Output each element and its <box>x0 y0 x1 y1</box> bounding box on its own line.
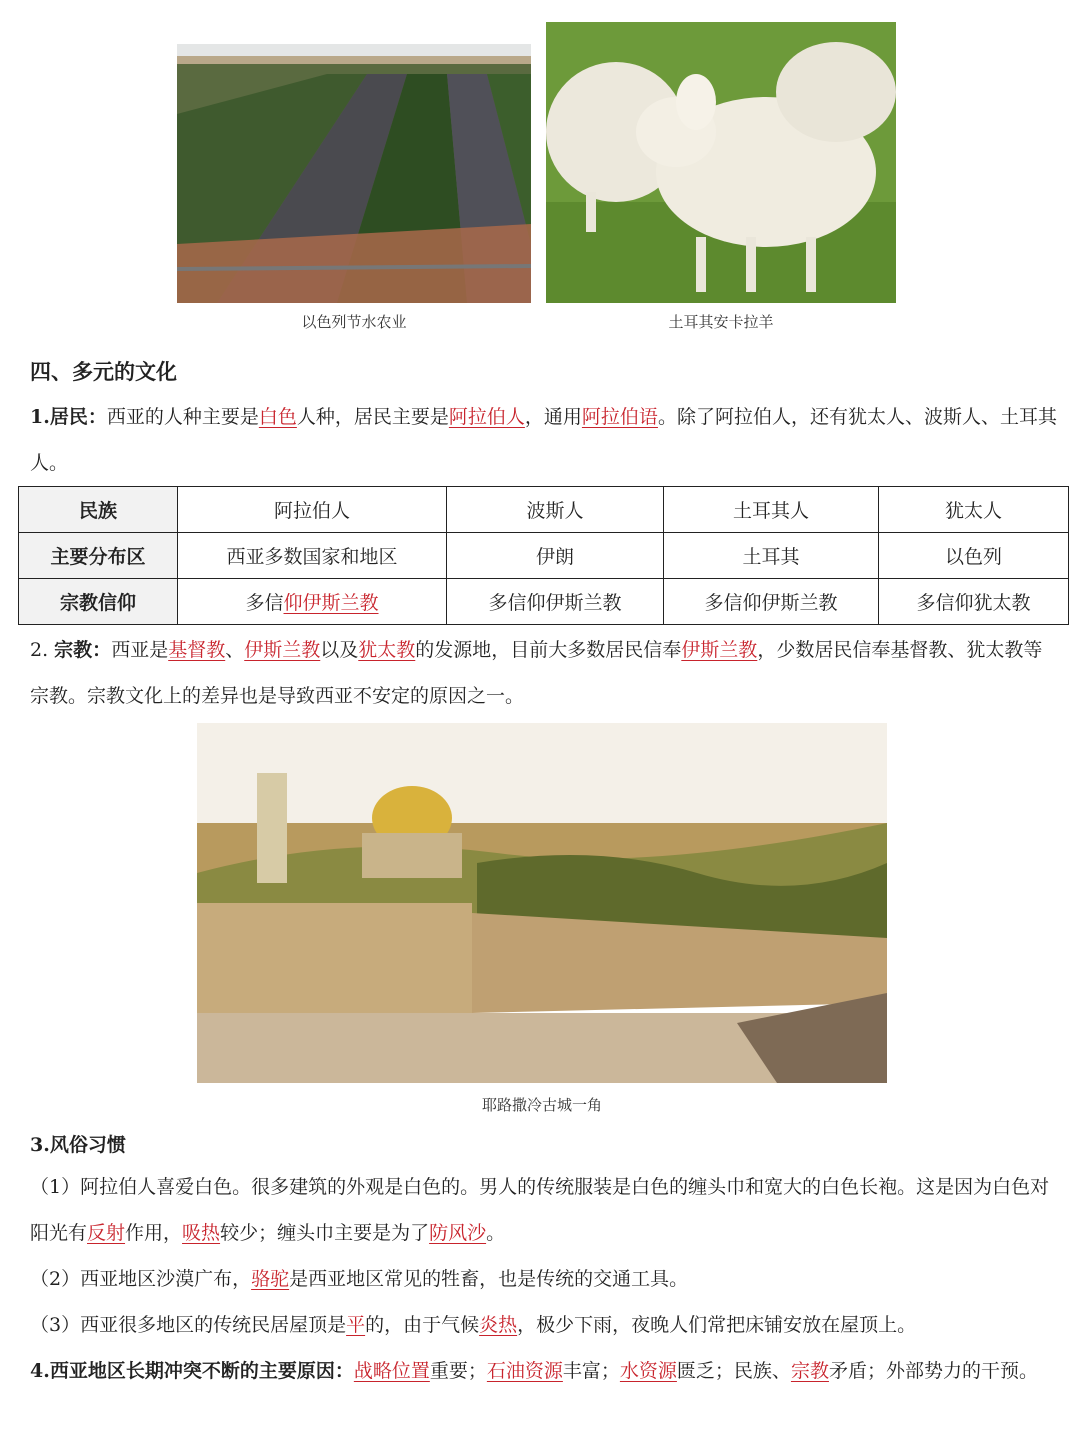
answer-camel: 骆驼 <box>251 1268 290 1290</box>
conflict-label: 4.西亚地区长期冲突不断的主要原因： <box>30 1360 354 1382</box>
customs-item-1: （1）阿拉伯人喜爱白色。很多建筑的外观是白色的。男人的传统服装是白色的缠头巾和宽大的白色长袍。这是因为白色对阳光有反射作用，吸热较少；缠头巾主要是为了防风沙。 <box>30 1176 1050 1244</box>
table-cell: 多信仰伊斯兰教 <box>447 579 664 625</box>
table-cell: 多信仰伊斯兰教 <box>664 579 879 625</box>
residents-label: 1.居民： <box>30 406 107 428</box>
answer-hot: 炎热 <box>479 1314 518 1336</box>
table-cell: 土耳其 <box>664 533 879 579</box>
answer-water: 水资源 <box>619 1360 677 1382</box>
angora-goat-photo <box>546 22 896 303</box>
answer-oil: 石油资源 <box>486 1360 563 1382</box>
table-cell: 西亚多数国家和地区 <box>178 533 447 579</box>
religion-paragraph: 2. 宗教：西亚是基督教、伊斯兰教以及犹太教的发源地，目前大多数居民信奉伊斯兰教，少数居民信奉基督教、犹太教等宗教。宗教文化上的差异也是导致西亚不安定的原因之一。 <box>30 639 1043 707</box>
table-cell: 土耳其人 <box>664 487 879 533</box>
table-cell: 伊朗 <box>447 533 664 579</box>
answer-religion: 宗教 <box>790 1360 829 1382</box>
answer-islam-origin: 伊斯兰教 <box>244 639 321 661</box>
answer-white: 白色 <box>258 406 297 428</box>
customs-heading: 3.风俗习惯 <box>30 1134 126 1156</box>
answer-heat-absorption: 吸热 <box>182 1222 221 1244</box>
farm-caption: 以色列节水农业 <box>301 313 407 331</box>
conflict-paragraph: 4.西亚地区长期冲突不断的主要原因：战略位置重要；石油资源丰富；水资源匮乏；民族、宗教矛盾；外部势力的干预。 <box>30 1360 1038 1382</box>
table-cell: 阿拉伯人 <box>178 487 447 533</box>
table-row <box>19 579 1069 625</box>
jerusalem-caption: 耶路撒冷古城一角 <box>481 1096 602 1114</box>
table-cell: 波斯人 <box>447 487 664 533</box>
answer-christianity: 基督教 <box>168 639 226 661</box>
israel-farm-photo <box>177 44 531 303</box>
table-cell: 民族 <box>19 487 178 533</box>
table-cell: 多信仰犹太教 <box>879 579 1069 625</box>
customs-item-2: （2）西亚地区沙漠广布，骆驼是西亚地区常见的牲畜，也是传统的交通工具。 <box>30 1268 689 1290</box>
answer-islam: 仰伊斯兰教 <box>283 592 379 614</box>
answer-arabs: 阿拉伯人 <box>448 406 525 428</box>
table-row <box>19 487 1069 533</box>
answer-flat: 平 <box>346 1314 366 1336</box>
customs-item-3: （3）西亚很多地区的传统民居屋顶是平的，由于气候炎热，极少下雨，夜晚人们常把床铺安放在屋顶上。 <box>30 1314 917 1336</box>
table-row <box>19 533 1069 579</box>
religion-label: 宗教： <box>54 639 112 661</box>
section-title: 四、多元的文化 <box>30 359 177 384</box>
answer-reflection: 反射 <box>87 1222 126 1244</box>
table-cell: 多信仰伊斯兰教 <box>178 579 447 625</box>
table-cell: 以色列 <box>879 533 1069 579</box>
answer-islam-majority: 伊斯兰教 <box>681 639 758 661</box>
table-cell: 主要分布区 <box>19 533 178 579</box>
table-cell: 犹太人 <box>879 487 1069 533</box>
ethnic-groups-table <box>18 486 1069 625</box>
residents-paragraph: 1.居民：西亚的人种主要是白色人种，居民主要是阿拉伯人，通用阿拉伯语。除了阿拉伯人，还有犹太人、波斯人、土耳其人。 <box>30 406 1057 474</box>
answer-judaism: 犹太教 <box>358 639 416 661</box>
answer-sandstorm: 防风沙 <box>429 1222 487 1244</box>
answer-strategic-location: 战略位置 <box>353 1360 430 1382</box>
answer-arabic: 阿拉伯语 <box>581 406 658 428</box>
jerusalem-photo <box>197 723 887 1083</box>
table-cell: 宗教信仰 <box>19 579 178 625</box>
goat-caption: 土耳其安卡拉羊 <box>668 313 774 331</box>
